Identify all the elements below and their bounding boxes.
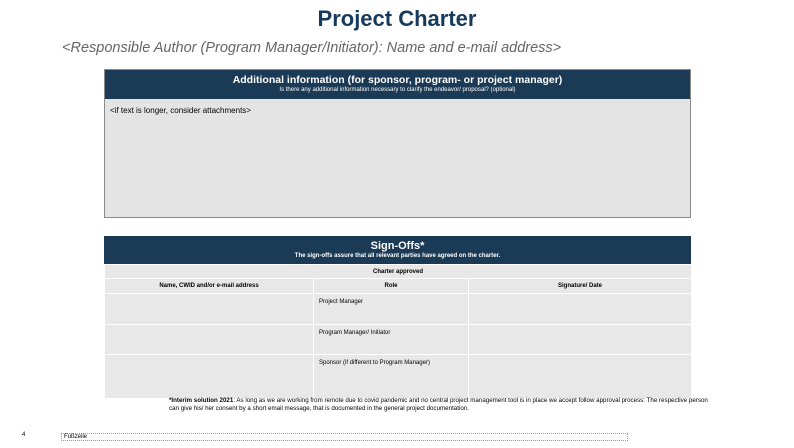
name-cell[interactable]	[105, 325, 314, 355]
charter-approved-label: Charter approved	[105, 265, 692, 279]
page-number: 4	[22, 432, 26, 438]
additional-info-text[interactable]: <if text is longer, consider attachments>	[110, 106, 251, 115]
additional-info-subheading: Is there any additional information necessary to clarify the endeavor/ proposal? (optional)	[279, 87, 516, 93]
additional-info-heading: Additional information (for sponsor, program- or project manager)	[232, 74, 563, 86]
responsible-author: <Responsible Author (Program Manager/Initiator): Name and e-mail address>	[62, 40, 562, 56]
interim-note-bold: *Interim solution 2021	[169, 397, 234, 404]
column-header-signature: Signature/ Date	[469, 279, 692, 294]
column-header-role: Role	[314, 279, 469, 294]
interim-note	[169, 397, 709, 413]
signoffs-subheading: The sign-offs assure that all relevant parties have agreed on the charter.	[294, 253, 501, 259]
column-header-name: Name, CWID and/or e-mail address	[105, 279, 314, 294]
signoffs-box	[104, 236, 691, 390]
signature-cell[interactable]	[469, 355, 692, 399]
page-title: Project Charter	[317, 6, 477, 31]
signoffs-heading: Sign-Offs*	[370, 240, 425, 252]
table-row	[105, 355, 692, 399]
name-cell[interactable]	[105, 294, 314, 325]
table-row	[105, 294, 692, 325]
role-cell: Project Manager	[314, 294, 469, 325]
signoffs-table	[104, 264, 692, 399]
signature-cell[interactable]	[469, 294, 692, 325]
signoffs-header	[104, 236, 691, 264]
role-cell: Program Manager/ Initiator	[314, 325, 469, 355]
footer[interactable]: Fußzeile	[61, 433, 628, 441]
table-row	[105, 325, 692, 355]
interim-note-text: : As long as we are working from remote due to covid pandemic and no central project management tool is in place we accept follow approval process: The respective person can give his/ her consent by a short email message, that is documented in the general project documentation.	[169, 397, 708, 412]
additional-info-header	[105, 70, 690, 99]
name-cell[interactable]	[105, 355, 314, 399]
additional-info-box	[104, 69, 691, 218]
role-cell: Sponsor (if different to Program Manager)	[314, 355, 469, 399]
signature-cell[interactable]	[469, 325, 692, 355]
